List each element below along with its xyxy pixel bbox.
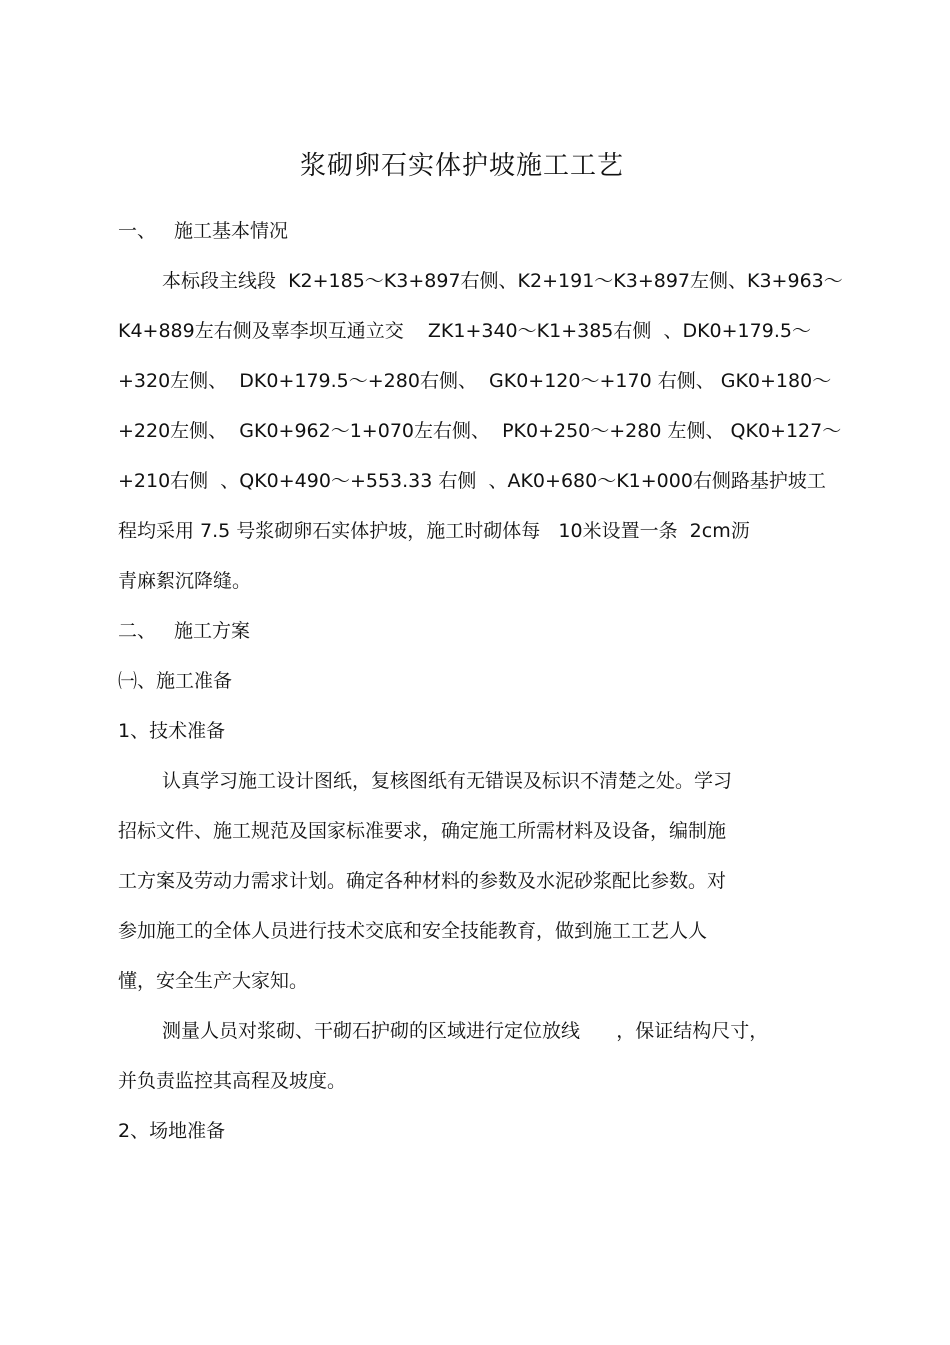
paragraph-line: 认真学习施工设计图纸，复核图纸有无错误及标识不清楚之处。学习 bbox=[162, 770, 733, 792]
paragraph-line: 并负责监控其高程及坡度。 bbox=[118, 1070, 347, 1092]
paragraph-line: +210右侧 、QK0+490～+553.33 右侧 、AK0+680～K1+000右侧路基护坡工 bbox=[118, 470, 826, 492]
item-heading: 2、场地准备 bbox=[118, 1120, 226, 1142]
paragraph-line: 懂，安全生产大家知。 bbox=[118, 970, 309, 992]
section-heading-1 bbox=[118, 218, 288, 244]
paragraph-line: +320左侧、 DK0+179.5～+280右侧、 GK0+120～+170 右侧、 GK0+180～ bbox=[118, 370, 832, 392]
section-heading-text: 施工方案 bbox=[174, 620, 251, 642]
document-title: 浆砌卵石实体护坡施工工艺 bbox=[299, 151, 624, 181]
item-heading: 1、技术准备 bbox=[118, 720, 226, 742]
paragraph-line: 工方案及劳动力需求计划。确定各种材料的参数及水泥砂浆配比参数。对 bbox=[118, 870, 727, 892]
paragraph-line: 招标文件、施工规范及国家标准要求，确定施工所需材料及设备，编制施 bbox=[118, 820, 727, 842]
paragraph-line: 青麻絮沉降缝。 bbox=[118, 570, 252, 592]
section-heading-2 bbox=[118, 618, 250, 644]
paragraph-line: K4+889左右侧及辜李坝互通立交 ZK1+340～K1+385右侧 、DK0+179.5～ bbox=[118, 320, 811, 342]
subsection-heading: ㈠、施工准备 bbox=[118, 670, 233, 692]
paragraph-line: 本标段主线段 K2+185～K3+897右侧、K2+191～K3+897左侧、K3+963～ bbox=[162, 270, 843, 292]
section-number: 二、 bbox=[118, 620, 157, 642]
section-number: 一、 bbox=[118, 220, 157, 242]
paragraph-line: 程均采用 7.5 号浆砌卵石实体护坡，施工时砌体每 10米设置一条 2cm沥 bbox=[118, 520, 750, 542]
paragraph-line: +220左侧、 GK0+962～1+070左右侧、 PK0+250～+280 左侧、 QK0+127～ bbox=[118, 420, 842, 442]
section-heading-text: 施工基本情况 bbox=[174, 220, 289, 242]
paragraph-line: 参加施工的全体人员进行技术交底和安全技能教育，做到施工工艺人人 bbox=[118, 920, 708, 942]
paragraph-line: 测量人员对浆砌、干砌石护砌的区域进行定位放线 ，保证结构尺寸， bbox=[162, 1020, 769, 1042]
